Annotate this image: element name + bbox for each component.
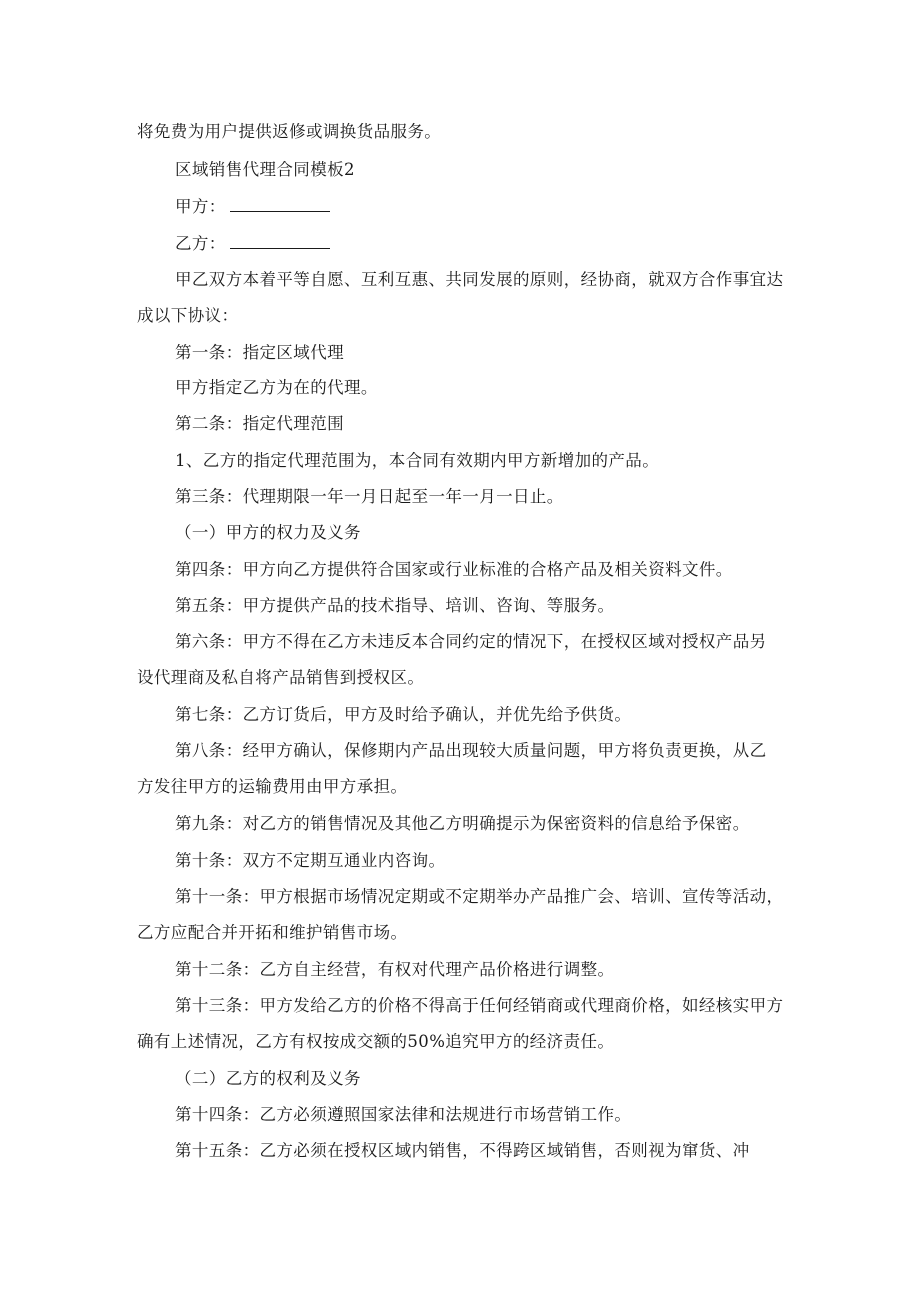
paragraph-line: 成以下协议： — [137, 306, 239, 325]
section-title: 区域销售代理合同模板2 — [175, 160, 355, 179]
clause-heading: 第一条：指定区域代理 — [175, 343, 344, 362]
clause-line: 设代理商及私自将产品销售到授权区。 — [137, 668, 425, 687]
clause-line: 第十条：双方不定期互通业内咨询。 — [175, 851, 446, 870]
clause-line: 第七条：乙方订货后，甲方及时给予确认，并优先给予供货。 — [175, 705, 632, 724]
party-a-blank — [230, 197, 330, 212]
party-a-line — [175, 197, 330, 217]
clause-line: 方发往甲方的运输费用由甲方承担。 — [137, 777, 408, 796]
clause-line: 第十一条：甲方根据市场情况定期或不定期举办产品推广会、培训、宣传等活动， — [175, 887, 784, 906]
clause-line: 第十二条：乙方自主经营，有权对代理产品价格进行调整。 — [175, 960, 615, 979]
paragraph-line: 甲方指定乙方为在的代理。 — [175, 378, 378, 397]
clause-line: 第三条：代理期限一年一月日起至一年一月一日止。 — [175, 487, 564, 506]
paragraph-line: 将免费为用户提供返修或调换货品服务。 — [137, 122, 442, 141]
clause-heading: 第二条：指定代理范围 — [175, 414, 344, 433]
clause-line: 第五条：甲方提供产品的技术指导、培训、咨询、等服务。 — [175, 596, 615, 615]
clause-line: 第十四条：乙方必须遵照国家法律和法规进行市场营销工作。 — [175, 1105, 632, 1124]
clause-line: 第九条：对乙方的销售情况及其他乙方明确提示为保密资料的信息给予保密。 — [175, 814, 750, 833]
clause-line: 确有上述情况，乙方有权按成交额的50%追究甲方的经济责任。 — [137, 1032, 615, 1051]
party-b-line — [175, 234, 330, 254]
party-b-blank — [230, 234, 330, 249]
clause-line: 第八条：经甲方确认，保修期内产品出现较大质量问题，甲方将负责更换，从乙 — [175, 741, 767, 760]
subsection-heading: （一）甲方的权力及义务 — [175, 523, 361, 542]
party-b-label: 乙方： — [175, 234, 226, 253]
party-a-label: 甲方： — [175, 197, 226, 216]
clause-line: 第六条：甲方不得在乙方未违反本合同约定的情况下，在授权区域对授权产品另 — [175, 632, 767, 651]
paragraph-line: 甲乙双方本着平等自愿、互利互惠、共同发展的原则，经协商，就双方合作事宜达 — [175, 270, 784, 289]
clause-line: 第四条：甲方向乙方提供符合国家或行业标准的合格产品及相关资料文件。 — [175, 560, 733, 579]
clause-line: 第十三条：甲方发给乙方的价格不得高于任何经销商或代理商价格，如经核实甲方 — [175, 996, 784, 1015]
clause-line: 第十五条：乙方必须在授权区域内销售，不得跨区域销售，否则视为窜货、冲 — [175, 1141, 750, 1160]
clause-line: 乙方应配合并开拓和维护销售市场。 — [137, 923, 408, 942]
subsection-heading: （二）乙方的权利及义务 — [175, 1069, 361, 1088]
paragraph-line: 1、乙方的指定代理范围为，本合同有效期内甲方新增加的产品。 — [175, 451, 660, 470]
